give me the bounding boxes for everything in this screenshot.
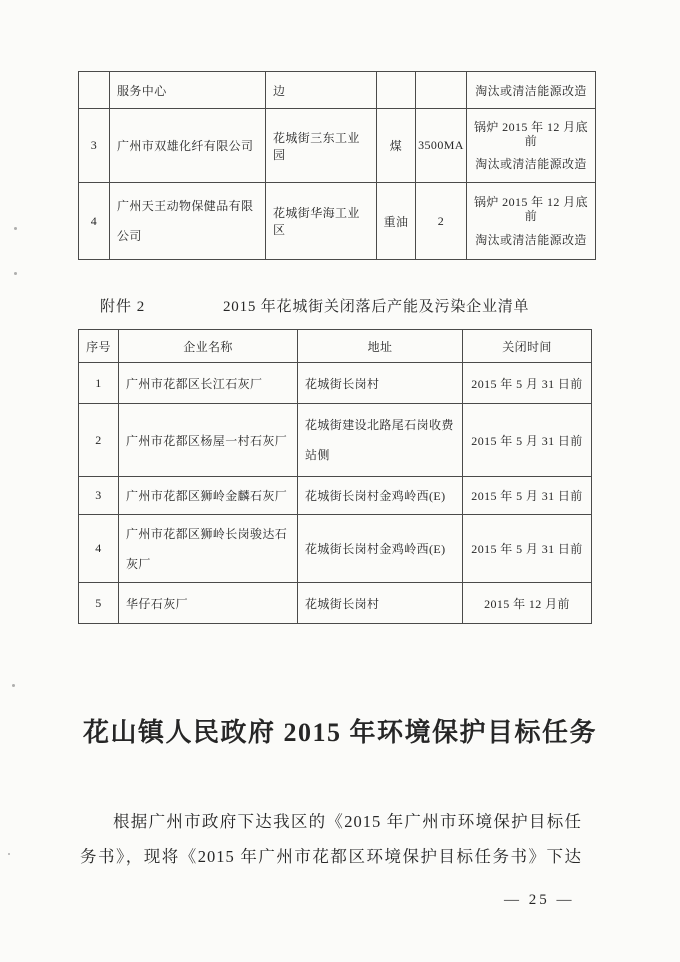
company-cell: 广州市花都区长江石灰厂 xyxy=(119,363,298,404)
company-cell: 广州市花都区杨屋一村石灰厂 xyxy=(119,404,298,477)
attachment-title: 2015 年花城街关闭落后产能及污染企业清单 xyxy=(223,299,530,315)
col-header-seq: 序号 xyxy=(79,330,119,363)
closure-enterprise-table xyxy=(78,329,592,624)
paragraph-line: 根据广州市政府下达我区的《2015 年广州市环境保护目标任 xyxy=(113,812,582,831)
seq-cell: 4 xyxy=(79,183,110,259)
company-cell: 广州市双雄化纤有限公司 xyxy=(110,109,266,183)
seq-cell: 3 xyxy=(79,109,110,183)
scan-speck xyxy=(8,853,10,855)
col-header-company: 企业名称 xyxy=(119,330,298,363)
close-time-cell: 2015 年 12 月前 xyxy=(484,596,570,611)
seq-cell: 1 xyxy=(79,363,119,404)
boiler-elimination-table xyxy=(78,71,596,260)
action-line: 锅炉 2015 年 12 月底前 xyxy=(473,194,588,223)
attachment-label: 附件 2 xyxy=(100,299,146,315)
paragraph-line: 务书》，现将《2015 年广州市花都区环境保护目标任务书》下达 xyxy=(80,847,582,866)
scan-speck xyxy=(12,684,15,687)
address-cell: 花城街长岗村 xyxy=(298,363,463,404)
section-title: 花山镇人民政府 2015 年环境保护目标任务 xyxy=(82,718,597,747)
action-line: 淘汰或清洁能源改造 xyxy=(475,157,587,171)
company-cell: 服务中心 xyxy=(110,72,266,109)
address-cell: 花城街三东工业园 xyxy=(266,109,377,183)
address-cell: 边 xyxy=(266,72,377,109)
seq-cell xyxy=(79,72,110,109)
close-time-cell: 2015 年 5 月 31 日前 xyxy=(463,477,591,515)
body-paragraph xyxy=(80,804,582,874)
seq-cell: 2 xyxy=(79,404,119,477)
address-cell: 花城街长岗村金鸡岭西(E) xyxy=(298,515,463,583)
quantity-cell xyxy=(416,72,467,109)
company-cell: 广州天王动物保健品有限公司 xyxy=(110,183,266,259)
seq-cell: 5 xyxy=(79,583,119,623)
col-header-close-time: 关闭时间 xyxy=(463,330,591,363)
scan-speck xyxy=(14,227,17,230)
address-cell: 花城街建设北路尾石岗收费站侧 xyxy=(298,404,463,477)
fuel-cell: 重油 xyxy=(377,183,416,259)
address-cell: 花城街长岗村 xyxy=(298,583,463,623)
action-line: 锅炉 2015 年 12 月底前 xyxy=(473,119,588,148)
fuel-cell: 煤 xyxy=(377,109,416,183)
seq-cell: 3 xyxy=(79,477,119,515)
company-cell: 广州市花都区狮岭长岗骏达石灰厂 xyxy=(119,515,298,583)
action-cell xyxy=(467,183,595,259)
col-header-address: 地址 xyxy=(298,330,463,363)
action-line: 淘汰或清洁能源改造 xyxy=(475,233,587,247)
close-time-cell: 2015 年 5 月 31 日前 xyxy=(463,515,591,583)
action-cell: 淘汰或清洁能源改造 xyxy=(467,72,595,109)
quantity-cell: 2 xyxy=(416,183,467,259)
address-cell: 花城街华海工业区 xyxy=(266,183,377,259)
action-cell xyxy=(467,109,595,183)
fuel-cell xyxy=(377,72,416,109)
company-cell: 广州市花都区狮岭金麟石灰厂 xyxy=(119,477,298,515)
close-time-cell: 2015 年 5 月 31 日前 xyxy=(463,363,591,404)
close-time-cell: 2015 年 5 月 31 日前 xyxy=(463,404,591,477)
quantity-cell: 3500MA xyxy=(416,109,467,183)
company-cell: 华仔石灰厂 xyxy=(119,583,298,623)
page-number: — 25 — xyxy=(504,892,575,908)
scan-speck xyxy=(14,272,17,275)
seq-cell: 4 xyxy=(79,515,119,583)
address-cell: 花城街长岗村金鸡岭西(E) xyxy=(298,477,463,515)
